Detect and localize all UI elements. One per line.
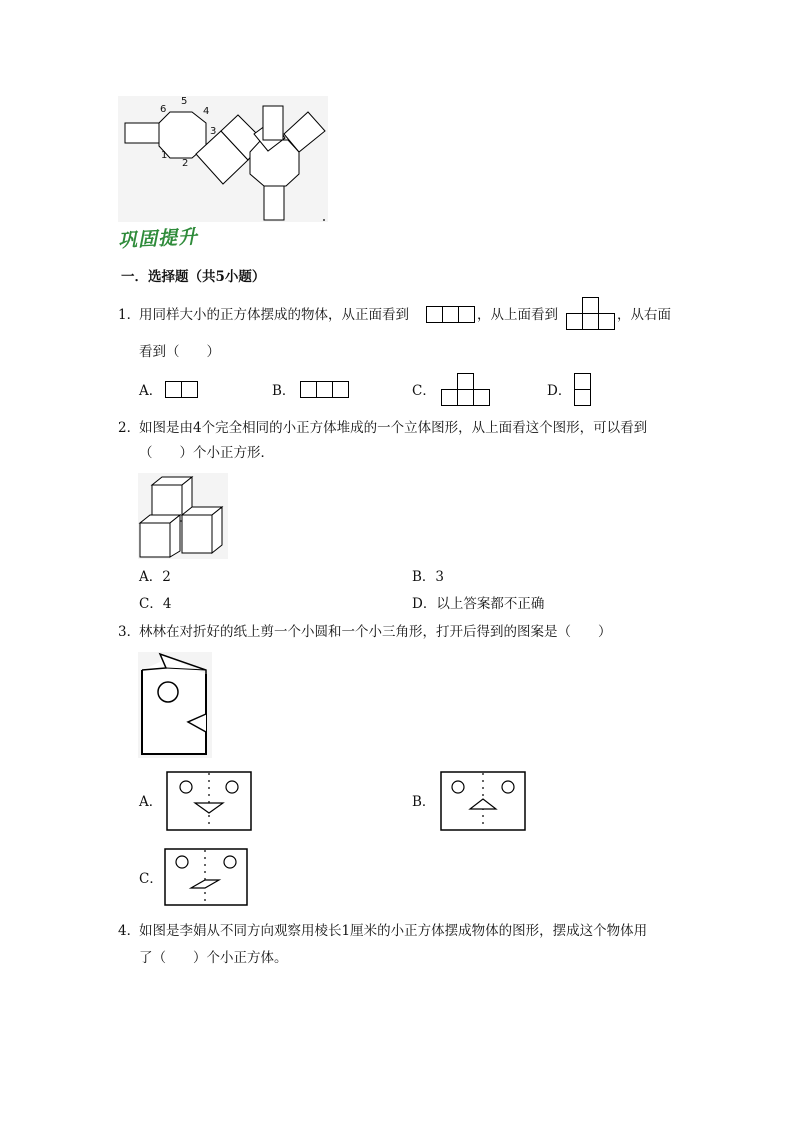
net-label-3: 3	[210, 126, 217, 137]
q1-text-a: 用同样大小的正方体摆成的物体，从正面看到	[139, 307, 409, 323]
q3-folded-paper-figure	[138, 652, 212, 758]
q1-text-c: ，从右面	[617, 307, 671, 323]
q1-option-a-label[interactable]: A．	[139, 383, 163, 399]
q1-option-d-label[interactable]: D．	[547, 383, 572, 399]
q3-text-a: 林林在对折好的纸上剪一个小圆和一个小三角形，打开后得到的图案是（ ）	[139, 624, 612, 640]
net-label-5: 5	[181, 96, 188, 107]
q1-text-b: ，从上面看到	[477, 307, 558, 323]
net-figure-drawing	[118, 96, 328, 222]
q3-option-c-label[interactable]: C．	[139, 871, 163, 887]
q3-option-b-label[interactable]: B．	[412, 794, 436, 810]
q2-option-c[interactable]: C．4	[139, 596, 172, 612]
net-label-6: 6	[160, 104, 167, 115]
q2-option-b[interactable]: B．3	[412, 569, 445, 585]
q4-text-a: 如图是李娟从不同方向观察用棱长1厘米的小正方体摆成物体的图形，摆成这个物体用	[139, 923, 648, 939]
q2-number: 2．	[118, 420, 141, 436]
q4-text-b: 了（ ）个小正方体。	[139, 950, 288, 966]
section-banner: 巩固提升	[117, 225, 199, 252]
q3-option-b-figure[interactable]	[440, 771, 526, 831]
q3-option-a-label[interactable]: A．	[139, 794, 163, 810]
q2-text-a: 如图是由4个完全相同的小正方体堆成的一个立体图形，从上面看这个图形，可以看到	[139, 420, 648, 436]
q2-option-d[interactable]: D．以上答案都不正确	[412, 596, 545, 612]
q4-number: 4．	[118, 923, 141, 939]
net-label-4: 4	[203, 106, 210, 117]
q1-option-c-label[interactable]: C．	[412, 383, 436, 399]
q2-cubes-figure	[138, 473, 228, 559]
net-label-2: 2	[182, 158, 189, 169]
q1-number: 1．	[118, 307, 141, 323]
q1-option-b-label[interactable]: B．	[272, 383, 296, 399]
q3-number: 3．	[118, 624, 141, 640]
q2-text-b: （ ）个小正方形．	[139, 445, 274, 461]
q3-option-a-figure[interactable]	[166, 771, 252, 831]
net-label-1: 1	[161, 150, 168, 161]
q1-text-d: 看到（ ）	[139, 344, 220, 360]
q3-option-c-figure[interactable]	[164, 848, 248, 906]
section-title: 一．选择题（共5小题）	[121, 269, 266, 285]
net-figure	[118, 96, 328, 222]
q2-option-a[interactable]: A．2	[139, 569, 171, 585]
